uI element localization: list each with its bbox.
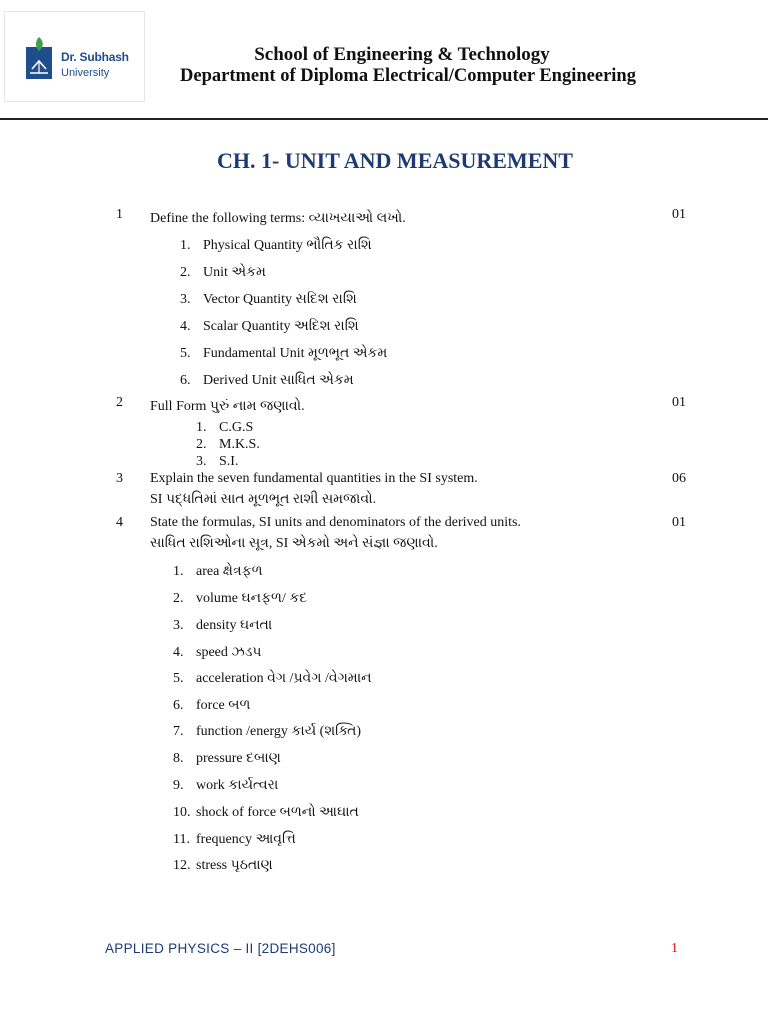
question-marks: 01 (672, 395, 686, 410)
list-item: 1. area ક્ષેત્રફળ (173, 564, 263, 579)
question-marks: 01 (672, 515, 686, 530)
question-marks: 01 (672, 207, 686, 222)
list-item: 3. density ઘનતા (173, 618, 273, 633)
list-item: 4. Scalar Quantity અદિશ રાશિ (180, 319, 359, 334)
list-item: 9. work કાર્યત્વરા (173, 778, 279, 793)
question-marks: 06 (672, 471, 686, 486)
list-item: 5. acceleration વેગ /પ્રવેગ /વેગમાન (173, 671, 372, 686)
question-number: 1 (116, 207, 123, 222)
logo-name-line2: University (61, 67, 110, 79)
question-text: Full Form પુરું નામ જણાવો. (150, 399, 305, 414)
list-item: 1. C.G.S (196, 420, 254, 435)
footer-course-code: APPLIED PHYSICS – II [2DEHS006] (105, 941, 336, 956)
list-item: 2. M.K.S. (196, 437, 260, 452)
page-number: 1 (671, 941, 678, 956)
question-text: State the formulas, SI units and denominators of the derived units. (150, 515, 521, 530)
question-text: Define the following terms: વ્યાખયાઓ લખો. (150, 211, 406, 226)
list-item: 4. speed ઝડપ (173, 645, 262, 660)
list-item: 8. pressure દબાણ (173, 751, 281, 766)
department-name: Department of Diploma Electrical/Computer Engineering (180, 66, 636, 86)
question-text-gujarati: સાધિત રાશિઓના સૂત્ર, SI એકમો અને સંજ્ઞા જણાવો. (150, 536, 438, 551)
list-item: 2. volume ઘનફળ/ કદ (173, 591, 308, 606)
list-item: 6. Derived Unit સાધિત એકમ (180, 373, 354, 388)
list-item: 3. Vector Quantity સદિશ રાશિ (180, 292, 357, 307)
list-item: 12. stress પૃઠતાણ (173, 858, 273, 873)
list-item: 7. function /energy કાર્ય (શક્તિ) (173, 724, 362, 739)
question-number: 2 (116, 395, 123, 410)
question-text-gujarati: SI પદ્ધતિમાં સાત મૂળભૂત રાશી સમજાવો. (150, 492, 377, 507)
logo-name-line1: Dr. Subhash (61, 50, 129, 64)
list-item: 6. force બળ (173, 698, 251, 713)
question-number: 4 (116, 515, 123, 530)
chapter-title: CH. 1- UNIT AND MEASUREMENT (217, 148, 573, 173)
question-text: Explain the seven fundamental quantities in the SI system. (150, 471, 478, 486)
list-item: 5. Fundamental Unit મૂળભૂત એકમ (180, 346, 388, 361)
list-item: 2. Unit એકમ (180, 265, 266, 280)
list-item: 3. S.I. (196, 454, 239, 469)
school-name: School of Engineering & Technology (254, 44, 550, 65)
question-number: 3 (116, 471, 123, 486)
list-item: 1. Physical Quantity ભૌતિક રાશિ (180, 238, 372, 253)
header-divider (0, 118, 768, 120)
list-item: 11. frequency આવૃત્તિ (173, 832, 296, 847)
list-item: 10. shock of force બળનો આઘાત (173, 805, 359, 820)
